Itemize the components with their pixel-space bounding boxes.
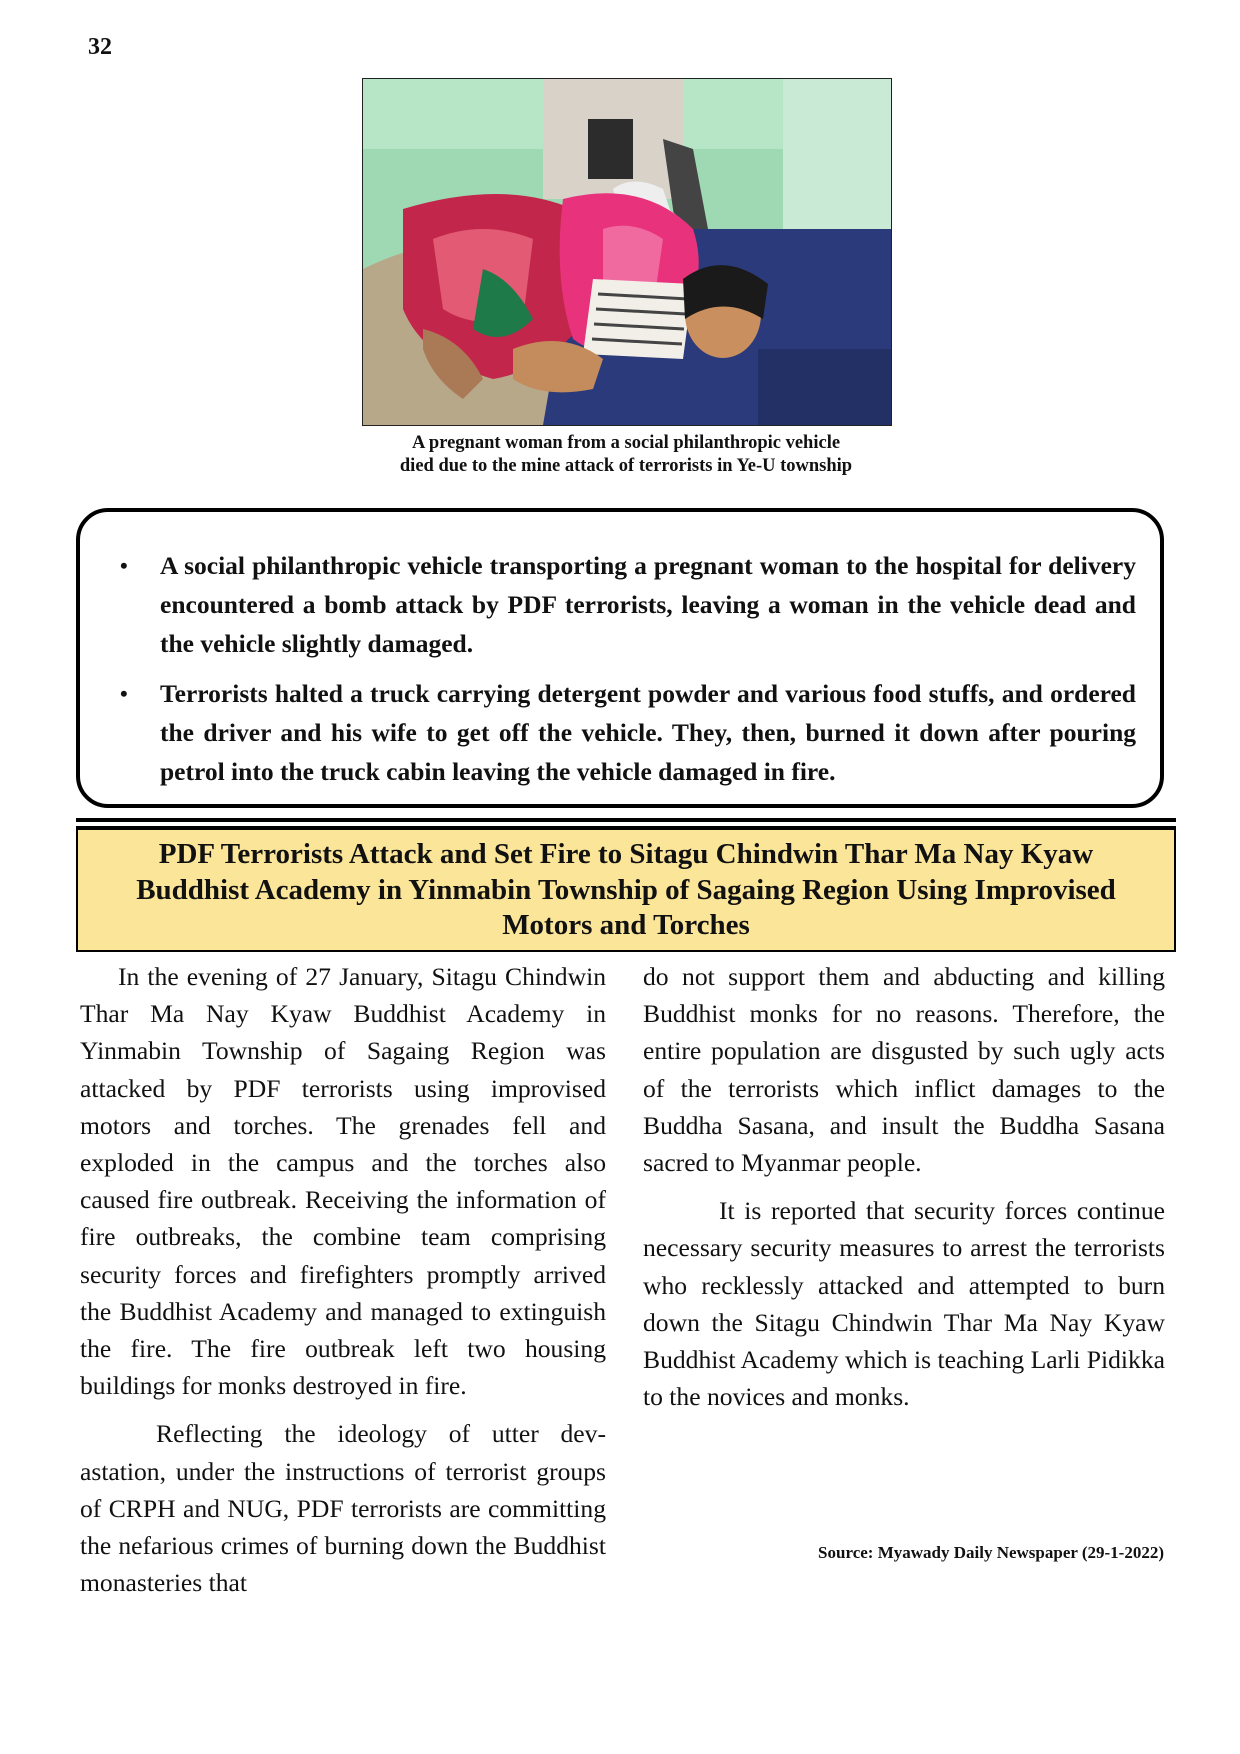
headline-line: PDF Terrorists Attack and Set Fire to Sitagu Chindwin Thar Ma Nay Kyaw (158, 838, 1094, 870)
source-credit: Source: Myawady Daily Newspaper (29-1-2022) (818, 1543, 1164, 1562)
bullet-icon: • (120, 553, 128, 578)
highlights-box (76, 508, 1164, 808)
highlights-list (110, 546, 1136, 791)
highlight-text: Terrorists halted a truck carrying detergent powder and various food stuffs, and ordered the driver and his wife to get off the vehicle. They, then, burned it down after pouring petrol into the truck cabin leaving the vehicle damaged in fire. (160, 679, 1136, 786)
highlight-item (110, 546, 1136, 663)
article-column-right (643, 958, 1165, 1415)
article-headline (76, 828, 1176, 952)
photo-illustration (363, 79, 891, 425)
caption-line: A pregnant woman from a social philanthropic vehicle (411, 433, 841, 453)
headline-line: Motors and Torches (502, 909, 750, 941)
article-paragraph: In the evening of 27 January, Sitagu Chindwin Thar Ma Nay Kyaw Buddhist Academy in Yinmabin Township of Sagaing Region was attacked by PDF terrorists using improvised motors and torches. The grenades fell and exploded in the campus and the torches also caused fire outbreak. Receiving the information of fire outbreaks, the combine team comprising security forces and firefighters promptly arrived the Buddhist Academy and managed to extinguish the fire. The fire outbreak left two housing buildings for monks destroyed in fire. (80, 962, 606, 1401)
caption-line: died due to the mine attack of terrorists in Ye-U township (399, 456, 853, 476)
headline-line: Buddhist Academy in Yinmabin Township of Sagaing Region Using Improvised (136, 873, 1116, 906)
article-column-left (80, 958, 606, 1601)
article-paragraph: Reflecting the ideology of utter devastation, under the instructions of terrorist groups of CRPH and NUG, PDF terrorists are committing the nefarious crimes of burning down the Buddhist monasteries that (80, 1419, 606, 1598)
bullet-icon: • (120, 681, 128, 706)
page-number: 32 (88, 34, 112, 60)
divider-rule (76, 818, 1176, 822)
highlight-text: A social philanthropic vehicle transporting a pregnant woman to the hospital for delivery encountered a bomb attack by PDF terrorists, leaving a woman in the vehicle dead and the vehicle slightly damaged. (160, 551, 1136, 658)
photo-caption (300, 432, 952, 478)
article-paragraph: do not support them and abducting and killing Buddhist monks for no reasons. Therefore, the entire population are disgusted by such ugly acts of the terrorists which inflict damages to the Buddha Sasana, and insult the Buddha Sasana sacred to Myanmar people. (643, 962, 1165, 1178)
news-photo (362, 78, 892, 426)
highlight-item (110, 674, 1136, 791)
article-paragraph: It is reported that security forces continue necessary security measures to arrest the terrorists who recklessly attacked and attempted to burn down the Sitagu Chindwin Thar Ma Nay Kyaw Buddhist Academy which is teaching Larli Pidikka to the novices and monks. (643, 1196, 1165, 1412)
